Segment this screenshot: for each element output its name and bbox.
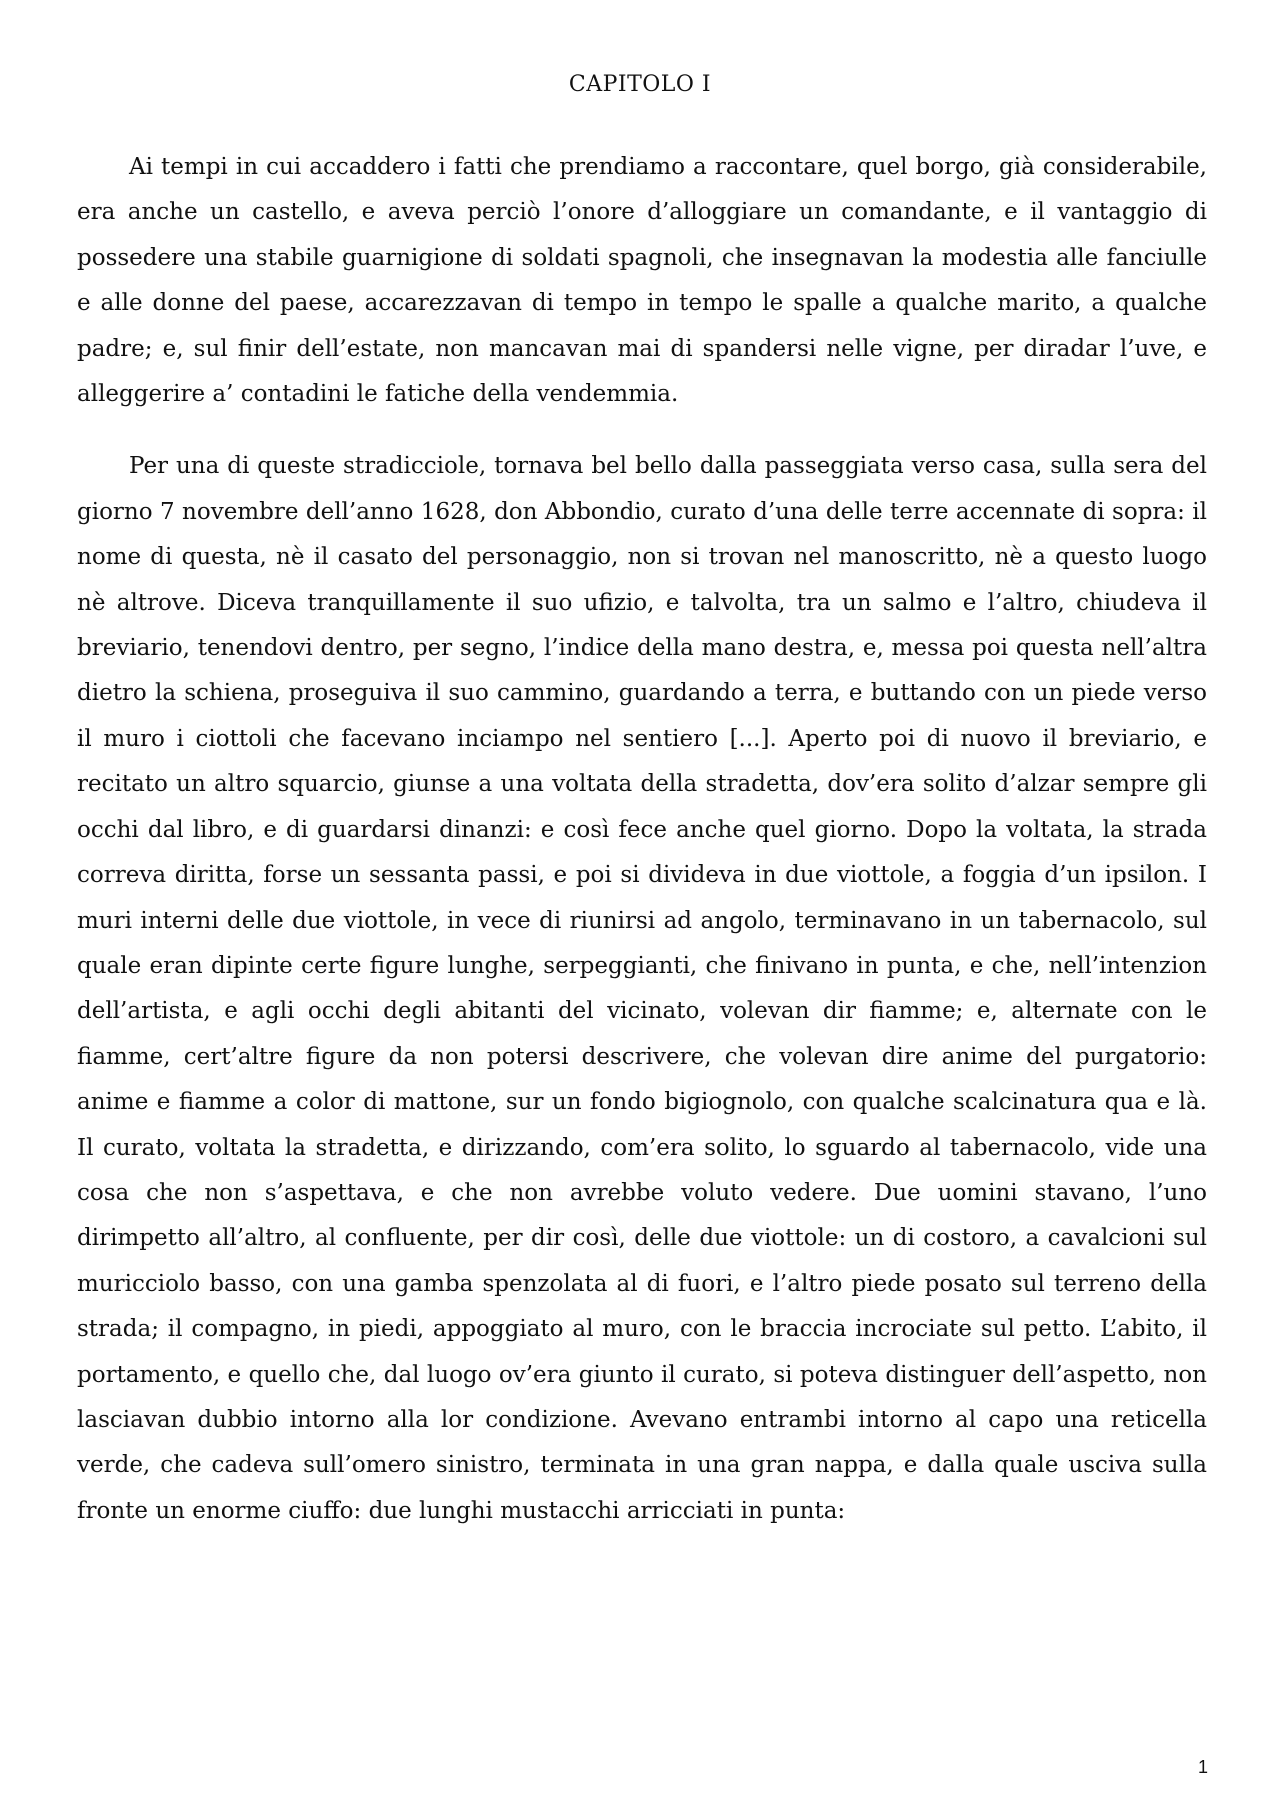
page-number: 1 [1197, 1757, 1208, 1777]
body-text [77, 145, 1207, 1534]
paragraph-2: Per una di queste stradicciole, tornava bel bello dalla passeggiata verso casa, sulla sera del giorno 7 novembre dell’anno 1628, don Abbondio, curato d’una delle terre accennate di sopra: il nome di questa, nè il casato del personaggio, non si trovan nel manoscritto, nè a questo luogo nè altrove. Diceva tranquillamente il suo ufizio, e talvolta, tra un salmo e l’altro, chiudeva il breviario, tenendovi dentro, per segno, l’indice della mano destra, e, messa poi questa nell’altra dietro la schiena, proseguiva il suo cammino, guardando a terra, e buttando con un piede verso il muro i ciottoli che facevano inciampo nel sentiero [...]. Aperto poi di nuovo il breviario, e recitato un altro squarcio, giunse a una voltata della stradetta, dov’era solito d’alzar sempre gli occhi dal libro, e di guardarsi dinanzi: e così fece anche quel giorno. Dopo la voltata, la strada correva diritta, forse un sessanta passi, e poi si divideva in due viottole, a foggia d’un ipsilon. I muri interni delle due viottole, in vece di riunirsi ad angolo, terminavano in un tabernacolo, sul quale eran dipinte certe figure lunghe, serpeggianti, che finivano in punta, e che, nell’intenzion dell’artista, e agli occhi degli abitanti del vicinato, volevan dir fiamme; e, alternate con le fiamme, cert’altre figure da non potersi descrivere, che volevan dire anime del purgatorio: anime e fiamme a color di mattone, sur un fondo bigiognolo, con qualche scalcinatura qua e là. Il curato, voltata la stradetta, e dirizzando, com’era solito, lo sguardo al tabernacolo, vide una cosa che non s’aspettava, e che non avrebbe voluto vedere. Due uomini stavano, l’uno dirimpetto all’altro, al confluente, per dir così, delle due viottole: un di costoro, a cavalcioni sul muricciolo basso, con una gamba spenzolata al di fuori, e l’altro piede posato sul terreno della strada; il compagno, in piedi, appoggiato al muro, con le braccia incrociate sul petto. L’abito, il portamento, e quello che, dal luogo ov’era giunto il curato, si poteva distinguer dell’aspetto, non lasciavan dubbio intorno alla lor condizione. Avevano entrambi intorno al capo una reticella verde, che cadeva sull’omero sinistro, terminata in una gran nappa, e dalla quale usciva sulla fronte un enorme ciuffo: due lunghi mustacchi arricciati in punta: [77, 453, 1207, 1524]
paragraph-1: Ai tempi in cui accaddero i fatti che prendiamo a raccontare, quel borgo, già considerabile, era anche un castello, e aveva perciò l’onore d’alloggiare un comandante, e il vantaggio di possedere una stabile guarnigione di soldati spagnoli, che insegnavan la modestia alle fanciulle e alle donne del paese, accarezzavan di tempo in tempo le spalle a qualche marito, a qualche padre; e, sul finir dell’estate, non mancavan mai di spandersi nelle vigne, per diradar l’uve, e alleggerire a’ contadini le fatiche della vendemmia. [77, 154, 1207, 408]
chapter-title: CAPITOLO I [568, 72, 712, 97]
